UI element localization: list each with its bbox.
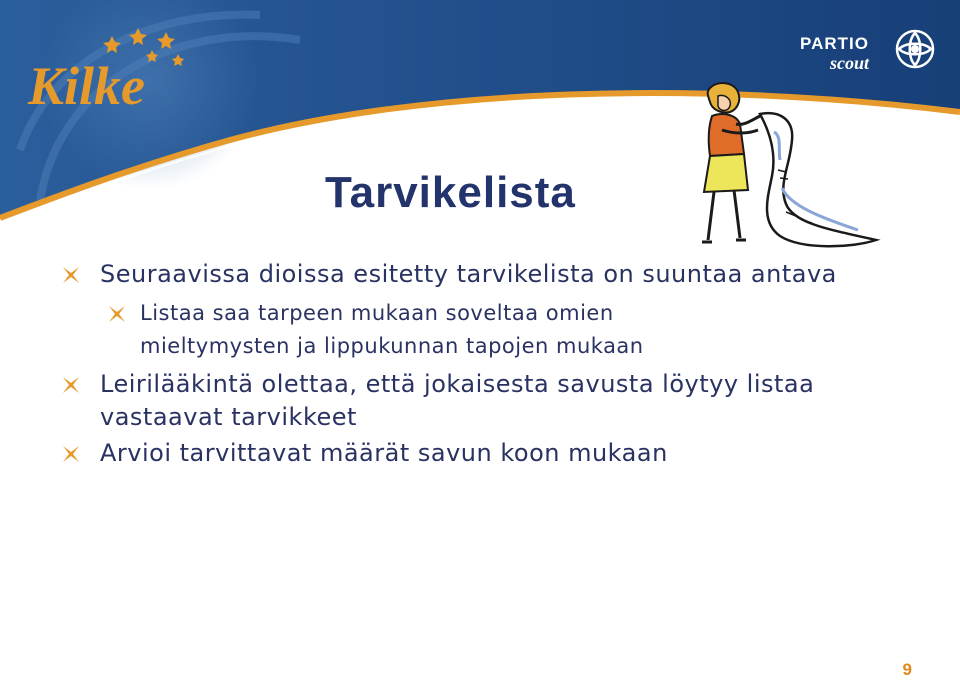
bullet-text-line: vastaavat tarvikkeet — [100, 403, 357, 431]
partio-logo-text: PARTIO — [800, 34, 869, 53]
kilke-logo — [20, 18, 220, 118]
bullet-marker-icon — [62, 445, 80, 463]
bullet-item-4 — [100, 437, 668, 470]
bullet-marker-icon — [62, 266, 80, 284]
bullet-item-3 — [100, 368, 814, 434]
bullet-marker-icon — [62, 376, 80, 394]
bullet-text: Seuraavissa dioissa esitetty tarvikelista on suuntaa antava — [100, 260, 837, 288]
bullet-item-2 — [140, 297, 644, 363]
woman-reading-list-clipart-icon — [682, 80, 882, 252]
slide-title: Tarvikelista — [325, 168, 576, 217]
bullet-text-line: Listaa saa tarpeen mukaan soveltaa omien — [140, 301, 614, 325]
page-number: 9 — [902, 660, 912, 679]
bullet-text: Arvioi tarvittavat määrät savun koon mukaan — [100, 439, 668, 467]
partio-scout-logo — [800, 26, 940, 76]
bullet-text-line: mieltymysten ja lippukunnan tapojen mukaan — [140, 334, 644, 358]
scout-logo-text: scout — [830, 53, 870, 73]
scout-emblem-icon — [892, 26, 938, 72]
bullet-text-line: Leirilääkintä olettaa, että jokaisesta savusta löytyy listaa — [100, 370, 815, 398]
bullet-item-1 — [100, 258, 837, 291]
kilke-logo-text: Kilke — [28, 56, 145, 116]
bullet-marker-icon — [108, 305, 126, 323]
